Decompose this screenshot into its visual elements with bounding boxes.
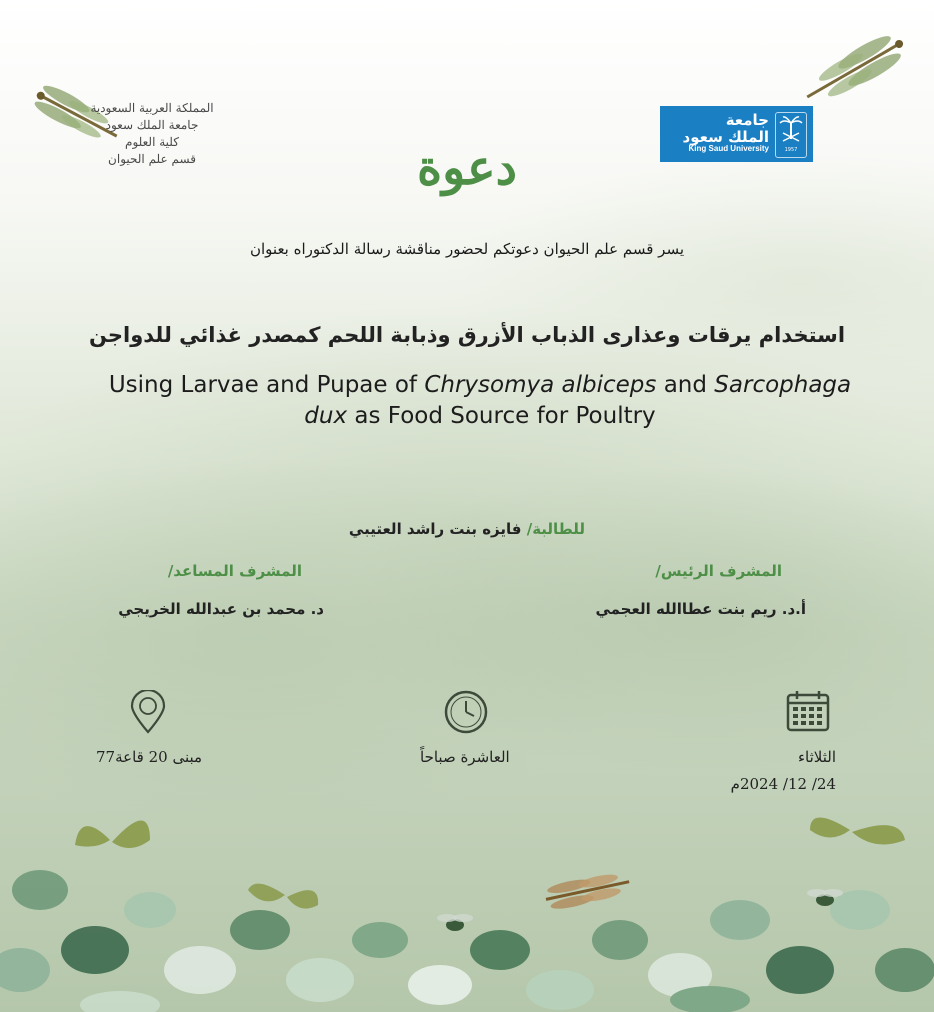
butterfly-left-icon [75,820,150,848]
calendar-icon [786,690,830,732]
student-line [0,520,934,538]
species-sarcophaga: Sarcophaga dux [304,372,852,429]
fly-left-icon [437,914,473,931]
thesis-title-arabic: استخدام يرقات وعذارى الذباب الأزرق وذبابة اللحم كمصدر غذائي للدواجن [88,323,846,347]
event-date: 24/ 12/ 2024م [730,775,836,793]
logo-english-name: King Saud University [688,144,769,153]
logo-emblem-year: 1957 [784,147,798,153]
college-line: كلية العلوم [125,135,179,149]
event-day: الثلاثاء [797,748,836,766]
species-chrysomya: Chrysomya albiceps [424,372,657,398]
dragonfly-bottom-icon [543,869,632,912]
event-time: العاشرة صباحاً [420,748,510,766]
invitation-title: دعوة [417,140,517,196]
main-supervisor-label: المشرف الرئيس/ [655,562,782,580]
main-supervisor-name: أ.د. ريم بنت عطاالله العجمي [595,600,806,618]
student-label: للطالبة/ [526,520,586,538]
university-line: جامعة الملك سعود [105,118,199,132]
logo-arabic-name: جامعة الملك سعود [682,111,769,146]
event-place: مبنى 20 قاعة77 [96,748,203,766]
student-name: فايزه بنت راشد العتيبي [348,520,522,538]
location-pin-icon [128,690,168,734]
clock-icon [444,690,488,734]
co-supervisor-label: المشرف المساعد/ [167,562,302,580]
botanical-footer-decoration [0,800,934,1012]
thesis-title-english: Using Larvae and Pupae of Chrysomya albiceps and Sarcophaga dux as Food Source for Poultry [108,372,852,429]
department-line: قسم علم الحيوان [108,152,196,166]
invitation-intro: يسر قسم علم الحيوان دعوتكم لحضور مناقشة رسالة الدكتوراه بعنوان [249,240,685,258]
dragonfly-right-decoration [792,30,917,110]
kingdom-line: المملكة العربية السعودية [90,101,214,115]
co-supervisor-name: د. محمد بن عبدالله الخريجي [118,600,324,618]
butterfly-right-icon [810,818,905,845]
butterfly-center-icon [248,884,318,909]
